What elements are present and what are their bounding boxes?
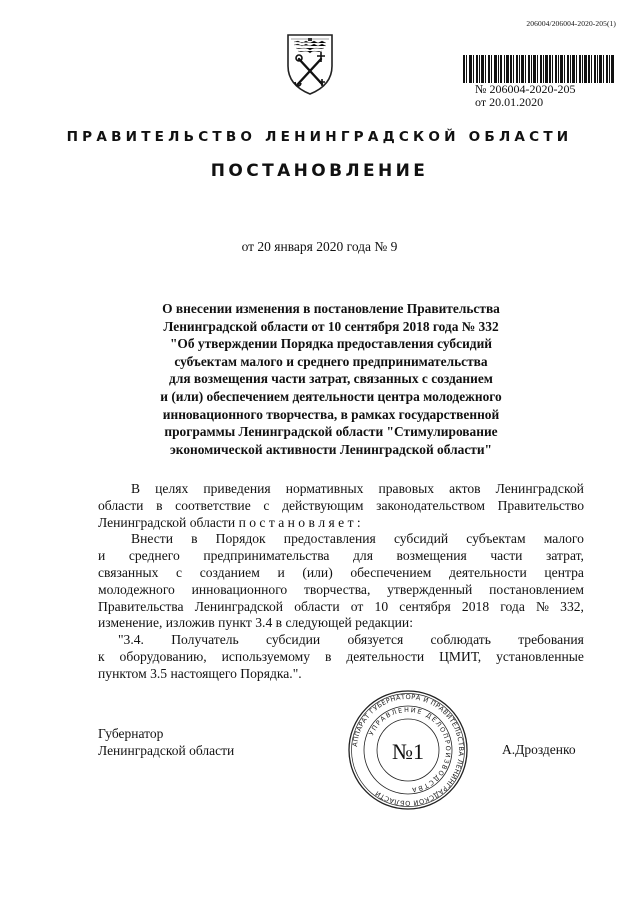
- body-line: к оборудованию, используемому в деятельности ЦМИТ, установленные: [98, 648, 584, 664]
- decree-title: ПОСТАНОВЛЕНИЕ: [210, 161, 429, 181]
- subject-line: О внесении изменения в постановление Правительства: [162, 301, 500, 316]
- body-line: Правительства Ленинградской области от 10 сентября 2018 года № 332,: [98, 598, 584, 614]
- official-stamp: [346, 688, 470, 812]
- signatory-name: А.Дрозденко: [502, 742, 576, 757]
- position-line: Губернатор: [98, 726, 164, 741]
- body-line: Внести в Порядок предоставления субсидий субъектам малого: [131, 531, 584, 547]
- subject-line: программы Ленинградской области "Стимулирование: [164, 424, 498, 440]
- stamp-center-number: №1: [392, 739, 424, 764]
- subject-line: субъектам малого и среднего предпринимательства: [174, 353, 488, 369]
- subject-line: инновационного творчества, в рамках государственной: [162, 406, 500, 422]
- subject-line: "Об утверждении Порядка предоставления субсидий: [170, 336, 492, 352]
- subject-line: экономической активности Ленинградской области": [170, 441, 492, 457]
- body-line: и среднего предпринимательства для возмещения части затрат,: [98, 548, 584, 564]
- position-line: Ленинградской области: [98, 742, 235, 758]
- government-title: ПРАВИТЕЛЬСТВО ЛЕНИНГРАДСКОЙ ОБЛАСТИ: [66, 129, 573, 145]
- body-line: "3.4. Получатель субсидии обязуется соблюдать требования: [118, 632, 584, 648]
- document-number: № 206004-2020-205: [475, 82, 576, 96]
- body-line: области в соответствие с действующим законодательством Правительство: [98, 497, 584, 513]
- decree-subject: [112, 300, 550, 458]
- body-line: молодежного инновационного творчества, утвержденный постановлением: [98, 581, 584, 597]
- stamp-outer-text: АППАРАТ ГУБЕРНАТОРА И ПРАВИТЕЛЬСТВА ЛЕНИНГРАДСКОЙ ОБЛАСТИ: [351, 692, 466, 808]
- decree-date-line: от 20 января 2020 года № 9: [241, 239, 398, 254]
- body-line: изменение, изложив пункт 3.4 в следующей редакции:: [98, 615, 413, 631]
- stamp-inner-text: УПРАВЛЕНИЕ ДЕЛОПРОИЗВОДСТВА: [367, 705, 453, 794]
- subject-line: и (или) обеспечением деятельности центра молодежного: [160, 388, 502, 404]
- subject-line: Ленинградской области от 10 сентября 2018 года № 332: [163, 318, 499, 334]
- leningrad-oblast-coat-of-arms-icon: [286, 32, 334, 96]
- body-line: Ленинградской области п о с т а н о в л я е т :: [98, 514, 361, 530]
- registry-reference: 206004/206004-2020-205(1): [526, 19, 616, 28]
- document-date: от 20.01.2020: [475, 95, 544, 109]
- body-line: пунктом 3.5 настоящего Порядка.".: [98, 665, 302, 681]
- decree-body: [98, 481, 584, 683]
- barcode: [463, 55, 614, 83]
- body-line: В целях приведения нормативных правовых актов Ленинградской: [131, 481, 584, 496]
- subject-line: для возмещения части затрат, связанных с созданием: [169, 371, 493, 387]
- signatory-position: [98, 726, 234, 760]
- body-line: связанных с созданием и (или) обеспечением деятельности центра: [98, 564, 584, 580]
- document-number-block: [475, 83, 575, 109]
